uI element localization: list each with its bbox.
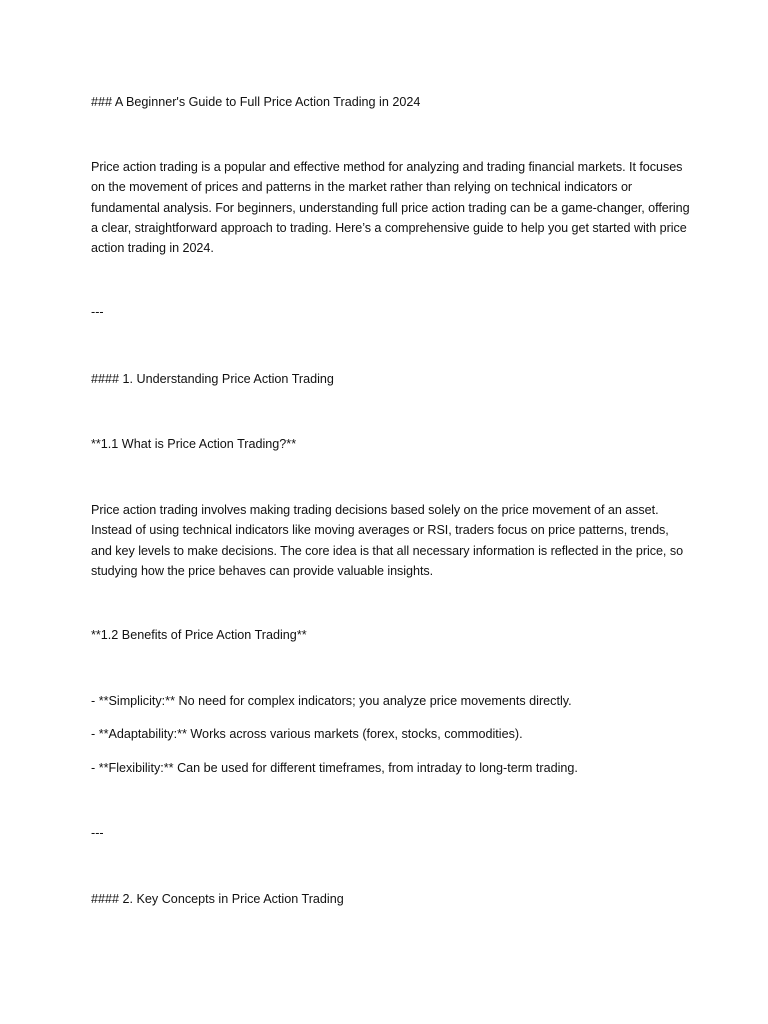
subsection-heading: **1.1 What is Price Action Trading?** — [91, 437, 297, 451]
section-heading: #### 1. Understanding Price Action Trading — [91, 372, 334, 386]
body-paragraph: Price action trading involves making trading decisions based solely on the price movement of an asset. Instead of using technical indicators like moving averages or RSI, traders focus on price patterns, trends, and key levels to make decisions. The core idea is that all necessary information is reflected in the price, so studying how the price behaves can provide valuable insights. — [91, 503, 684, 578]
document-title: ### A Beginner's Guide to Full Price Action Trading in 2024 — [91, 95, 421, 109]
separator: --- — [91, 826, 104, 840]
section-heading: #### 2. Key Concepts in Price Action Trading — [91, 892, 344, 906]
list-item: - **Simplicity:** No need for complex indicators; you analyze price movements directly. — [91, 694, 572, 708]
subsection-heading: **1.2 Benefits of Price Action Trading** — [91, 628, 307, 642]
list-item: - **Flexibility:** Can be used for different timeframes, from intraday to long-term trading. — [91, 761, 578, 775]
separator: --- — [91, 305, 104, 319]
intro-paragraph: Price action trading is a popular and effective method for analyzing and trading financial markets. It focuses on the movement of prices and patterns in the market rather than relying on technical indicators or fundamental analysis. For beginners, understanding full price action trading can be a game-changer, offering a clear, straightforward approach to trading. Here’s a comprehensive guide to help you get started with price action trading in 2024. — [91, 160, 690, 256]
list-item: - **Adaptability:** Works across various markets (forex, stocks, commodities). — [91, 727, 523, 741]
